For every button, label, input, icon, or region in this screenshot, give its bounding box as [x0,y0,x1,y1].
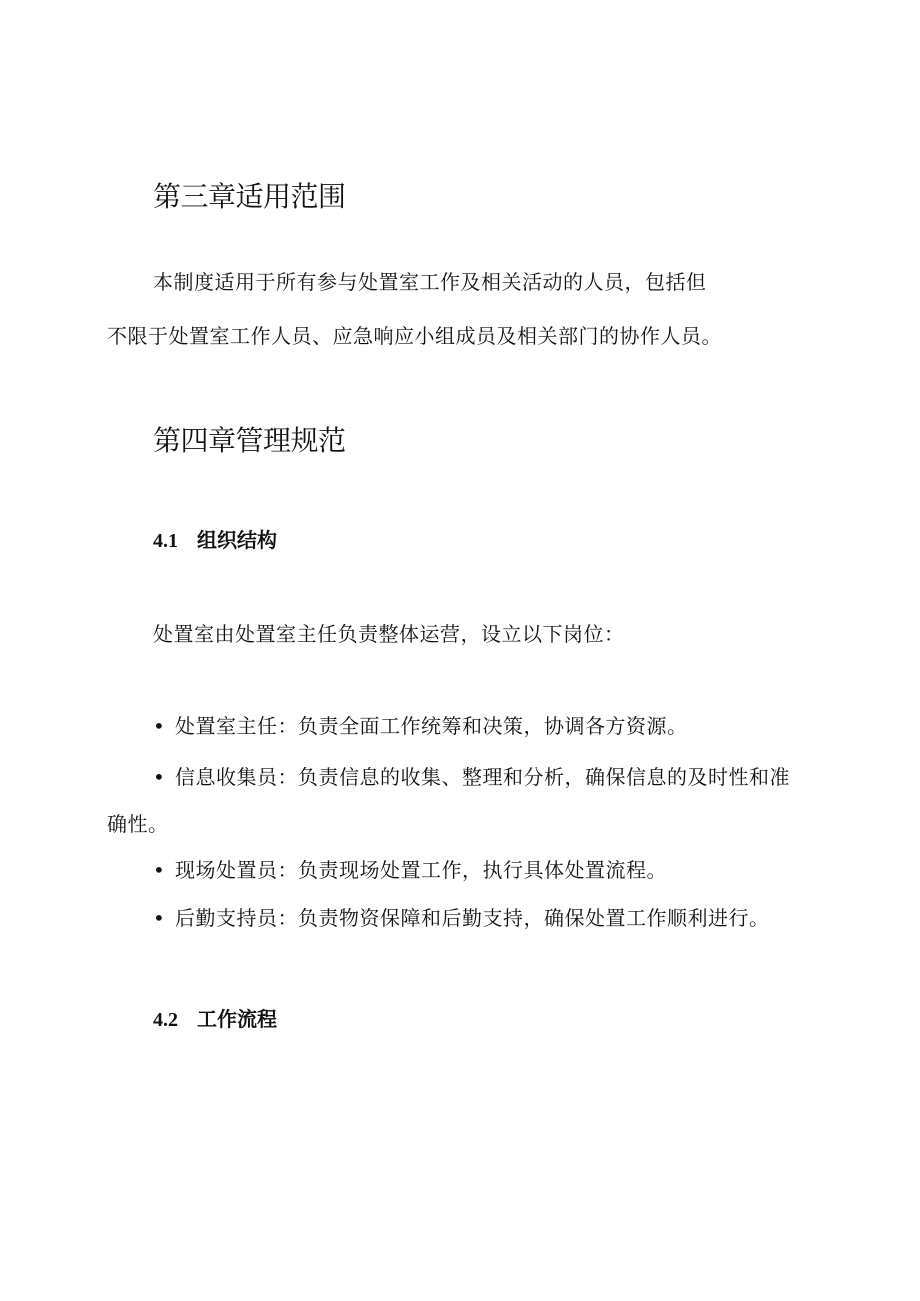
section-title: 工作流程 [197,1007,277,1031]
section-4-2-heading [153,1006,277,1033]
list-item-text: 处置室主任：负责全面工作统筹和决策，协调各方资源。 [175,714,688,738]
list-item-text: 信息收集员：负责信息的收集、整理和分析，确保信息的及时性和准 [175,765,790,789]
list-item [153,763,790,791]
section-4-1-heading [153,527,277,554]
list-item-text: 后勤支持员：负责物资保障和后勤支持，确保处置工作顺利进行。 [175,906,770,930]
list-item [153,712,688,740]
list-item [153,856,667,884]
bullet-icon: • [153,765,166,789]
chapter-3-title: 第三章适用范围 [153,180,346,213]
section-number: 4.1 [153,530,178,552]
list-item [153,904,770,932]
section-4-1-intro: 处置室由处置室主任负责整体运营，设立以下岗位： [153,622,625,646]
list-item-text: 现场处置员：负责现场处置工作，执行具体处置流程。 [175,858,667,882]
bullet-icon: • [153,714,166,738]
bullet-icon: • [153,906,166,930]
chapter-3-paragraph-line-2: 不限于处置室工作人员、应急响应小组成员及相关部门的协作人员。 [107,324,722,348]
section-number: 4.2 [153,1009,178,1031]
list-item-continuation: 确性。 [107,812,169,836]
section-title: 组织结构 [197,528,277,552]
chapter-3-paragraph-line-1: 本制度适用于所有参与处置室工作及相关活动的人员，包括但 [153,270,707,294]
bullet-icon: • [153,858,166,882]
chapter-4-title: 第四章管理规范 [153,424,346,457]
